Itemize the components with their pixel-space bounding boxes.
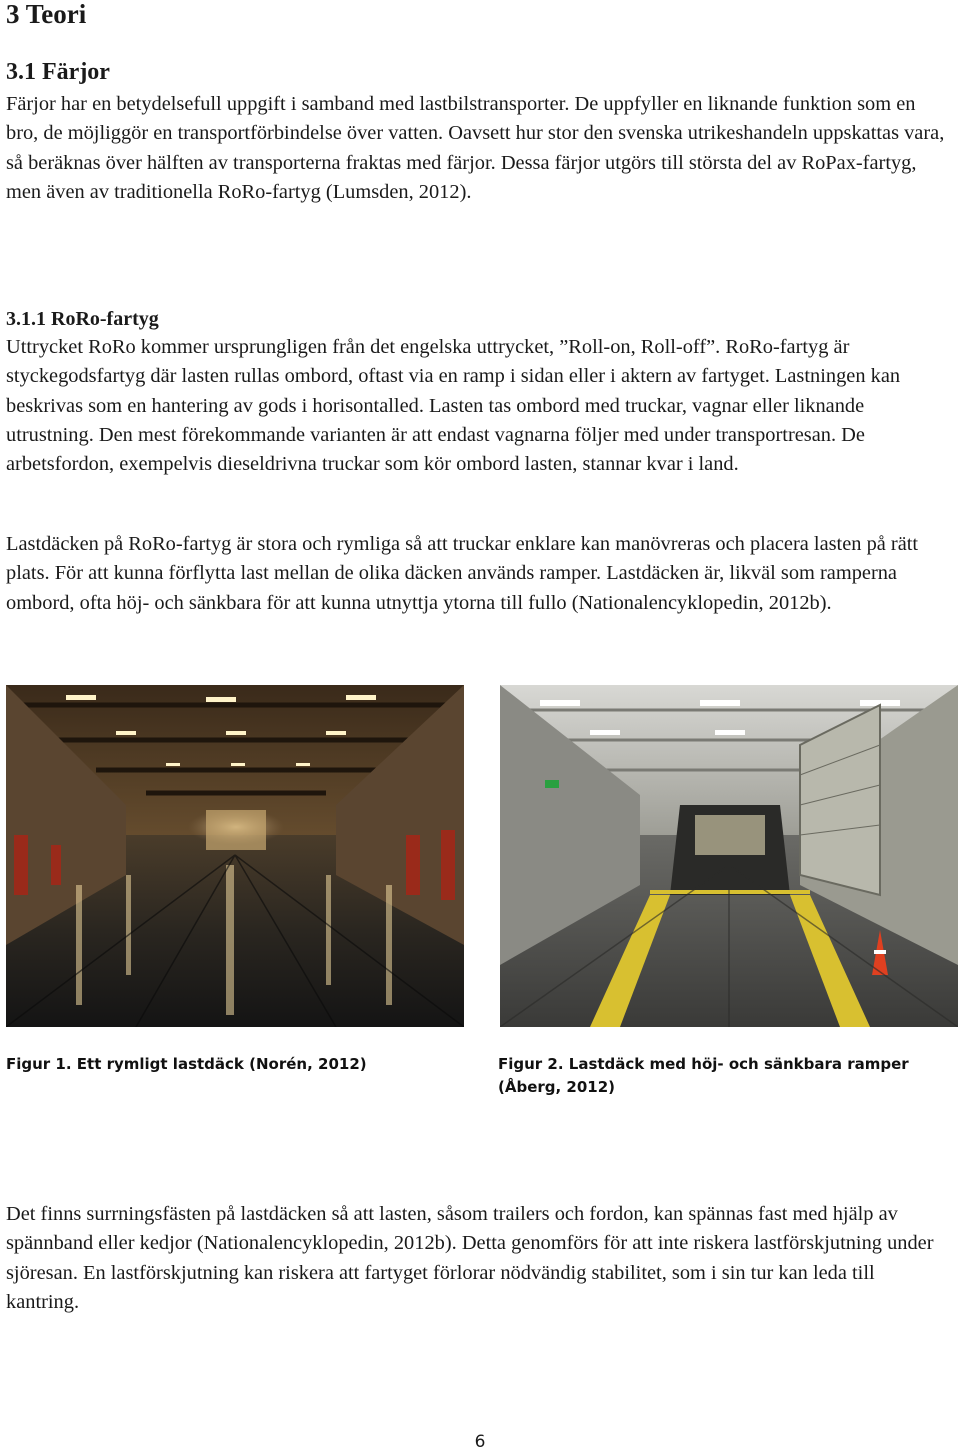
- figure-2-photo: [500, 685, 958, 1027]
- section-paragraph: Färjor har en betydelsefull uppgift i samband med lastbilstransporter. De uppfyller en liknande funktion som en bro, de möjliggör en transportförbindelse över vatten. Oavsett hur stor den svenska utrikeshandeln uppskattas vara, så beräknas över hälften av transporterna fraktas med färjor. Dessa färjor utgörs till största del av RoPax-fartyg, men även av traditionella RoRo-fartyg (Lumsden, 2012).: [6, 93, 945, 203]
- body-paragraph-lashing: Det finns surrningsfästen på lastdäcken så att lasten, såsom trailers och fordon, kan spännas fast med hjälp av spännband eller kedjor (Nationalencyklopedin, 2012b). Detta genomförs för att inte riskera lastförskjutning under sjöresan. En lastförskjutning kan riskera att fartyget förlorar nödvändig stabilitet, som i sin tur kan leda till kantring.: [6, 1203, 934, 1313]
- chapter-title: 3 Teori: [6, 0, 87, 29]
- subsection-title: 3.1.1 RoRo-fartyg: [6, 308, 159, 330]
- body-paragraph-roro-definition: Uttrycket RoRo kommer ursprungligen från det engelska uttrycket, ”Roll-on, Roll-off”. RoRo-fartyg är styckegodsfartyg där lasten rullas ombord, oftast via en ramp i sidan eller i aktern av fartyget. Lastningen kan beskrivas som en hantering av gods i horisontalled. Lasten tas ombord med truckar, vagnar eller liknande utrustning. Den mest förekommande varianten är att endast vagnarna följer med under transportresan. De arbetsfordon, exempelvis dieseldrivna truckar som kör ombord lasten, stannar kvar i land.: [6, 336, 901, 476]
- figure-2-caption: Figur 2. Lastdäck med höj- och sänkbara ramper (Åberg, 2012): [498, 1055, 909, 1096]
- body-paragraph-cargo-decks: Lastdäcken på RoRo-fartyg är stora och rymliga så att truckar enklare kan manövreras och placera lasten på rätt plats. För att kunna förflytta last mellan de olika däcken används ramper. Lastdäcken är, likväl som ramperna ombord, ofta höj- och sänkbara för att kunna utnyttja ytorna till fullo (Nationalencyklopedin, 2012b).: [6, 533, 919, 614]
- figure-1-photo: [6, 685, 464, 1027]
- page-number: 6: [474, 1432, 486, 1452]
- section-title: 3.1 Färjor: [6, 59, 110, 85]
- figure-1-caption: Figur 1. Ett rymligt lastdäck (Norén, 2012): [6, 1055, 367, 1073]
